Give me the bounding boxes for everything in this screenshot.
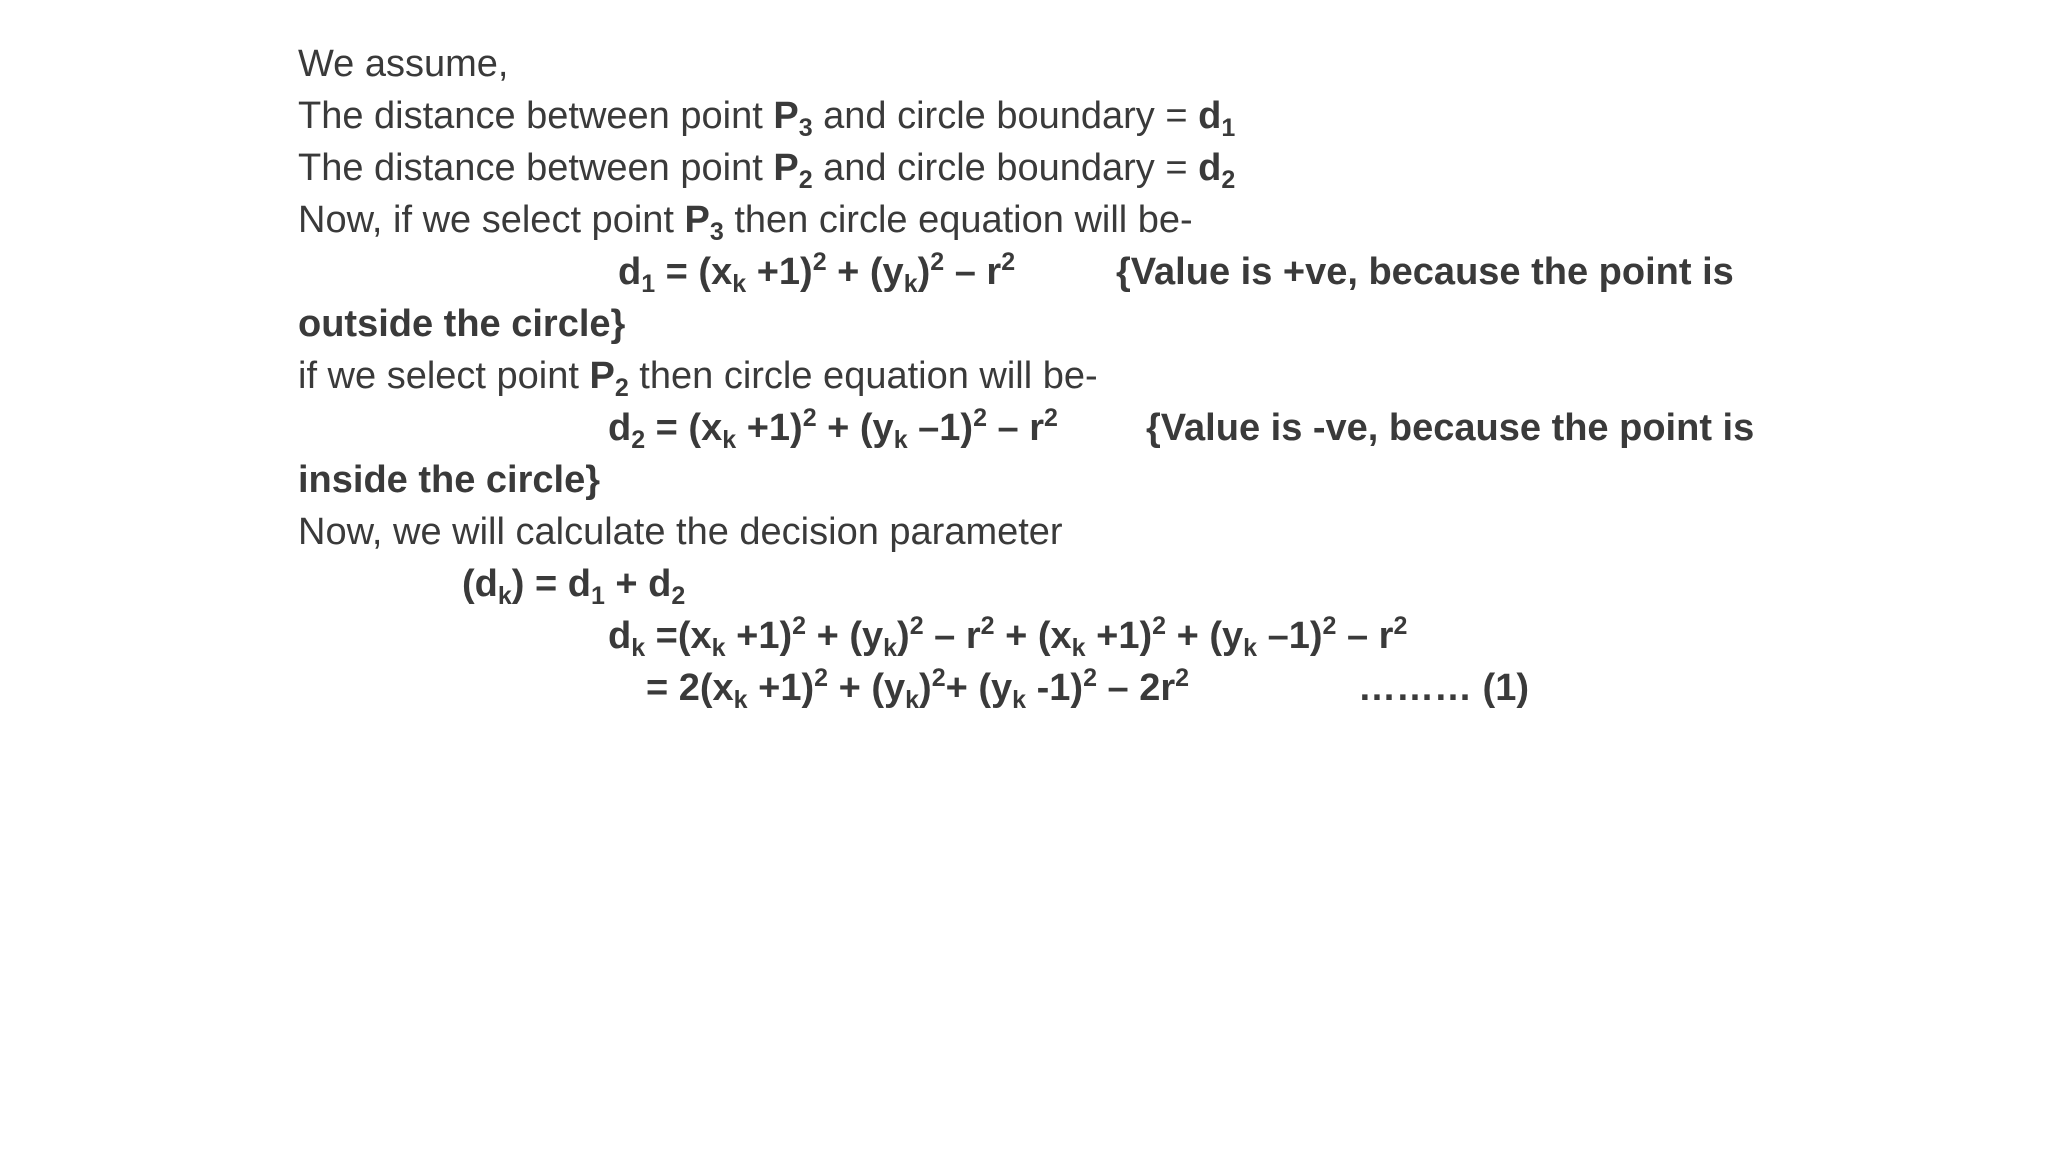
- select-p3-suffix: then circle equation will be-: [723, 199, 1193, 241]
- dk-sum-equation: $(d_k) = d_1 + d_2$: [462, 563, 686, 610]
- d2-definition-line: [298, 142, 1235, 194]
- select-p2-prefix: if we select point: [298, 355, 590, 397]
- select-p2-line: [298, 350, 1098, 402]
- dk-expanded-equation: $d_k =(x_k +1)^2 + (y_k)^2 - r^2 + (x_k +1)^2 + (y_k$ $-1)^2 - r^2$: [608, 612, 1408, 662]
- assume-line: [298, 38, 508, 90]
- point-p3-label: $P_3$: [773, 95, 813, 142]
- assume-text: We assume,: [298, 43, 509, 85]
- d1-note: {Value is +ve, because the point is: [1116, 251, 1734, 293]
- select-p3-prefix: Now, if we select point: [298, 199, 685, 241]
- dk-final-equation: = $2(x_k +1)^2 + (y_k)^2+ (y_k$ $-1)^2 - 2r^2$: [646, 664, 1190, 714]
- decision-parameter-line: Now, we will calculate the decision parameter: [298, 511, 1063, 553]
- point-p2-label: $P_2$: [589, 355, 629, 402]
- d2-equation: $d_2 = (x_k +1)^2 + (y_k$ $-1)^2 - r^2$: [608, 404, 1058, 454]
- select-p3-line: [298, 194, 1193, 246]
- select-p2-suffix: then circle equation will be-: [628, 355, 1098, 397]
- d1-def-middle: and circle boundary =: [812, 95, 1199, 137]
- equation-number-label: ……… (1): [1358, 667, 1529, 709]
- d1-def-prefix: The distance between point: [298, 95, 774, 137]
- point-p2-label: $P_2$: [773, 147, 813, 194]
- d2-symbol: $d_2$: [1198, 147, 1236, 194]
- d1-definition-line: [298, 90, 1235, 142]
- d2-def-prefix: The distance between point: [298, 147, 774, 189]
- d2-note: {Value is -ve, because the point is: [1146, 407, 1755, 449]
- d1-equation: $d_1 = (x_k +1)^2 + (y_k)^2 - r^2$: [618, 248, 1016, 298]
- d1-symbol: $d_1$: [1198, 95, 1236, 142]
- d2-def-middle: and circle boundary =: [812, 147, 1199, 189]
- d2-note-continuation: inside the circle}: [298, 459, 601, 501]
- point-p3-label: $P_3$: [684, 199, 724, 246]
- d1-note-continuation: outside the circle}: [298, 303, 626, 345]
